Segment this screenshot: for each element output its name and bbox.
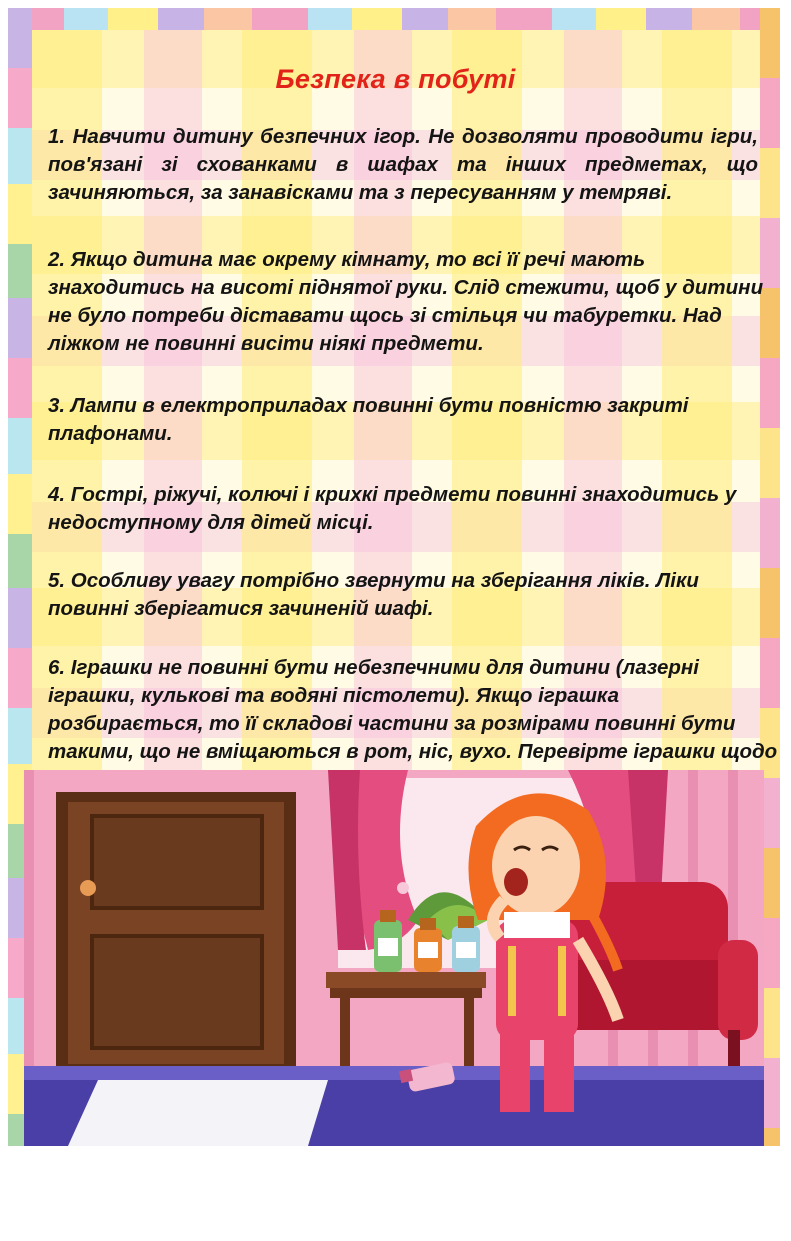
rug-icon <box>68 1080 328 1146</box>
room-illustration <box>8 770 780 1146</box>
floor-edge <box>24 1066 764 1080</box>
decor-border-top <box>8 8 780 30</box>
rule-2: 2. Якщо дитина має окрему кімнату, то всі її речі мають знаходитись на висоті піднятої руки. Слід стежити, щоб у дитини не було потреби діставати щось зі стільця чи табуретки. Над ліжком не повинні висіти ніякі предмети. <box>48 248 764 355</box>
page-title: Безпека в побуті <box>275 64 516 94</box>
rule-1: 1. Навчити дитину безпечних ігор. Не дозволяти проводити ігри, пов'язані зі схованками в шафах та інших предметах, що зачиняються, за занавісками та з пересуванням у темряві. <box>48 125 758 204</box>
medicine-bottles-icon <box>374 910 480 972</box>
rule-5: 5. Особливу увагу потрібно звернути на зберігання ліків. Ліки повинні зберігатися зачиненій шафі. <box>48 569 699 620</box>
rule-6: 6. Іграшки не повинні бути небезпечними для дитини (лазерні іграшки, кулькові та водяні пістолети). Якщо іграшка розбирається, то її складові частини за розмірами повинні бути такими, що не вміщаються в рот, ніс, вухо. Перевірте іграшки щодо <box>48 656 778 763</box>
rule-4: 4. Гострі, ріжучі, колючі і крихкі предмети повинні знаходитись у недоступному для дітей місці. <box>48 483 737 534</box>
door-icon <box>56 792 296 1072</box>
rule-3: 3. Лампи в електроприладах повинні бути повністю закриті плафонами. <box>48 394 689 445</box>
